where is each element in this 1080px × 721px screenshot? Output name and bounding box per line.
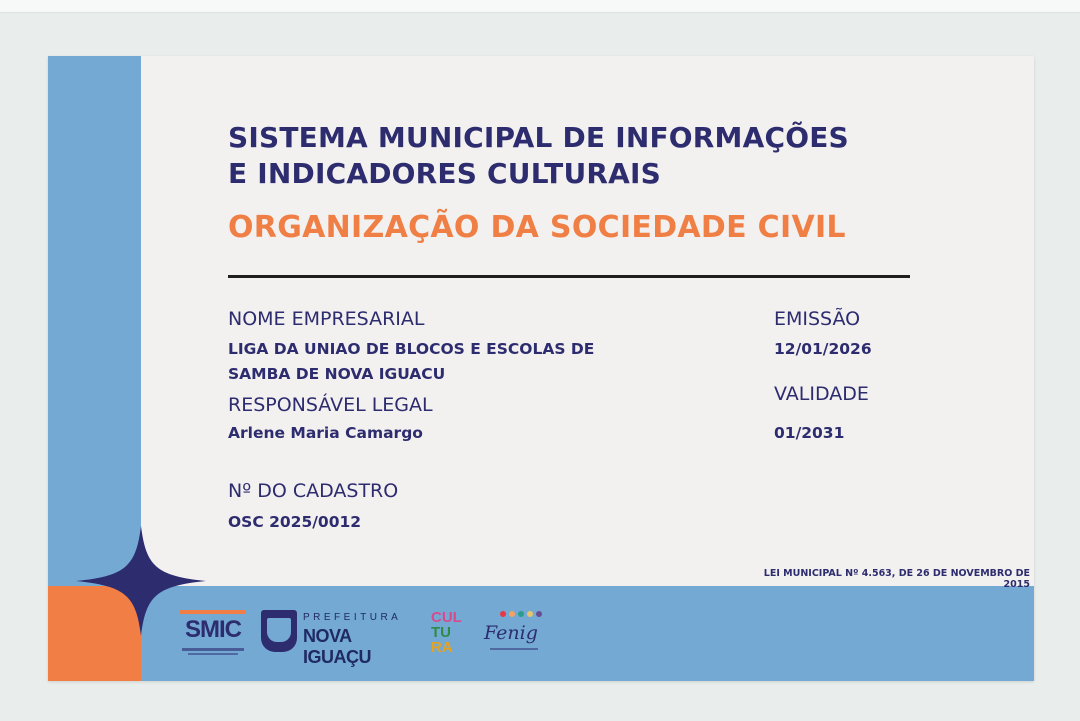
smic-tagline-2	[188, 653, 238, 655]
cadastro-value: OSC 2025/0012	[228, 513, 362, 531]
nome-empresarial-label: NOME EMPRESARIAL	[228, 308, 425, 330]
prefeitura-city: NOVA IGUAÇU	[303, 626, 371, 667]
certificate-subtitle: ORGANIZAÇÃO DA SOCIEDADE CIVIL	[228, 210, 846, 245]
cultura-row-1: CUL	[431, 609, 462, 626]
smic-tagline	[182, 648, 244, 651]
prefeitura-nova-iguacu-logo	[261, 608, 421, 667]
cadastro-label: Nº DO CADASTRO	[228, 480, 399, 502]
emissao-value: 12/01/2026	[774, 340, 872, 358]
responsavel-label: RESPONSÁVEL LEGAL	[228, 394, 433, 416]
fenig-logo	[484, 610, 554, 656]
validade-label: VALIDADE	[774, 383, 869, 405]
nome-line-1: LIGA DA UNIAO DE BLOCOS E ESCOLAS DE	[228, 340, 595, 358]
cultura-row-2: TU	[431, 624, 451, 641]
smic-wordmark: SMIC	[185, 616, 241, 643]
secretaria-cultura-logo	[431, 608, 475, 656]
smic-top-bar	[180, 610, 246, 614]
prefeitura-word: PREFEITURA	[303, 612, 402, 623]
system-title	[228, 120, 849, 192]
validade-value: 01/2031	[774, 424, 845, 442]
fenig-tagline	[490, 648, 538, 650]
nome-empresarial-value	[228, 337, 594, 387]
osc-certificate-card	[48, 56, 1034, 681]
cultura-row-3: RA	[431, 639, 453, 656]
emissao-label: EMISSÃO	[774, 308, 861, 330]
title-line-1: SISTEMA MUNICIPAL DE INFORMAÇÕES	[228, 121, 849, 154]
law-note: LEI MUNICIPAL Nº 4.563, DE 26 DE NOVEMBRO DE 2015	[763, 568, 1030, 590]
nome-line-2: SAMBA DE NOVA IGUACU	[228, 365, 446, 383]
title-divider	[228, 275, 910, 278]
top-bar	[0, 0, 1080, 13]
city-crest-icon	[261, 610, 297, 652]
smic-logo	[178, 610, 248, 658]
title-line-2: E INDICADORES CULTURAIS	[228, 157, 661, 190]
responsavel-value: Arlene Maria Camargo	[228, 424, 423, 442]
crest-inner	[267, 618, 291, 642]
logos-strip	[48, 586, 1034, 681]
fenig-wordmark: Fenig	[484, 622, 538, 644]
